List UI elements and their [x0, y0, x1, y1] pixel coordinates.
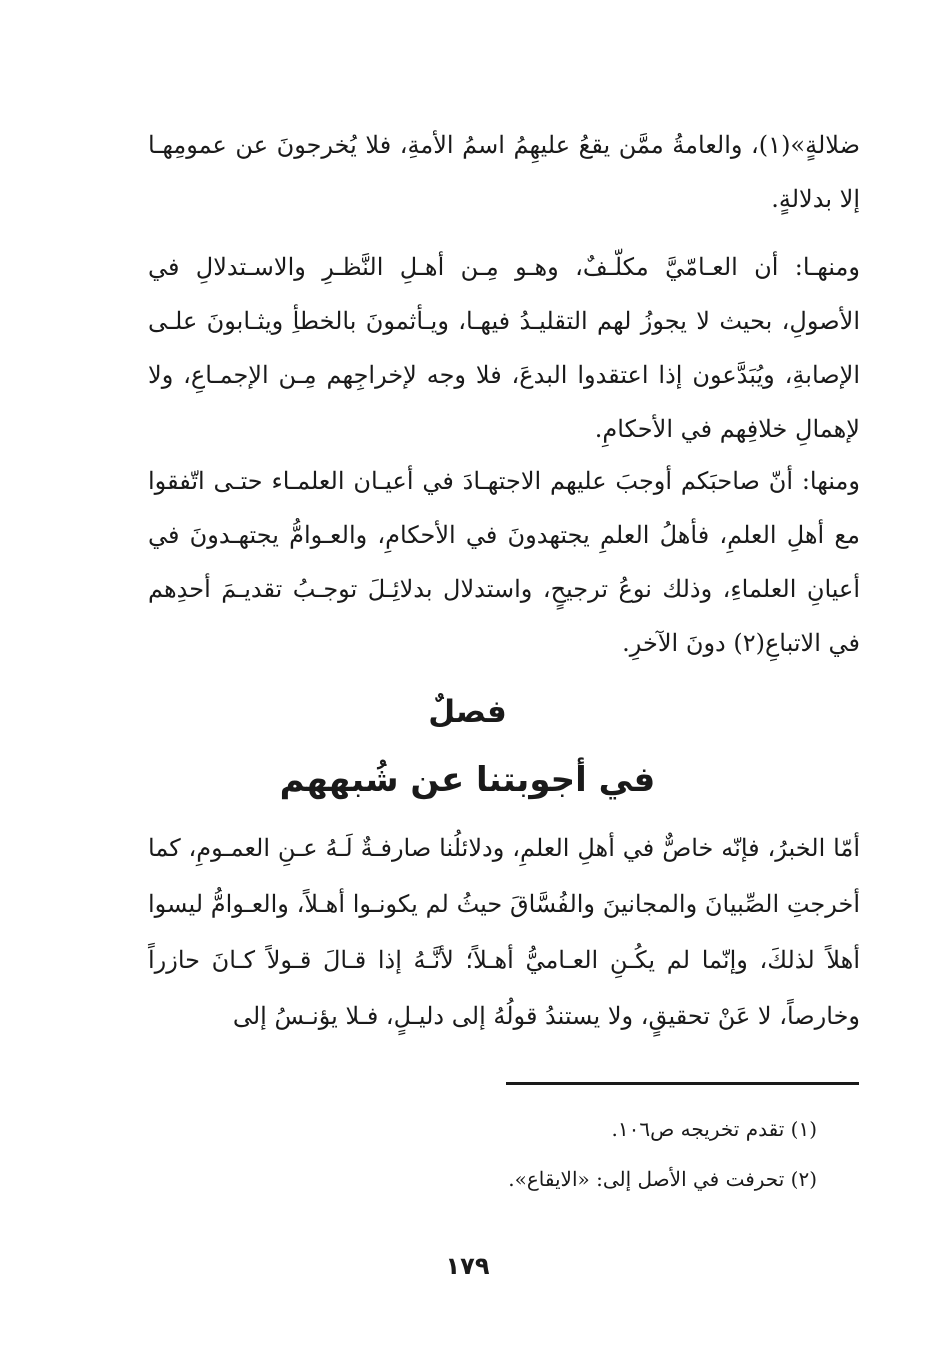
body-paragraph: أمّا الخبرُ، فإنّه خاصٌّ في أهلِ العلمِ، ودلائلُنا صارفـةٌ لَـهُ عـنِ العمـومِ، كما أخرجتِ الصِّبيانَ والمجانينَ والفُسَّاقَ حيثُ لم يكونـوا أهـلاً، والعـوامُّ ليسوا أهلاً لذلكَ، وإنّما لم يكُـنِ العـاميُّ أهـلاً؛ لأنَّـهُ إذا قـالَ قـولاً كـانَ حازراً وخارصاً، لا عَنْ تحقيقٍ، ولا يستندُ قولُهُ إلى دليـلٍ، فـلا يؤنـسُ إلى — [148, 834, 860, 1030]
section-subheading: في أجوبتنا عن شُبههم — [279, 760, 656, 800]
body-paragraph: ومنهـا: أن العـامّيَّ مكلّـفٌ، وهـو مِـن أهـلِ النَّظـرِ والاسـتدلالِ في الأصولِ، بحيث لا يجوزُ لهم التقليـدُ فيهـا، ويـأثمونَ بالخطأِ ويثـابونَ علـى الإصابةِ، ويُبَدَّعون إذا اعتقدوا البدعَ، فلا وجه لإخراجِهم مِـن الإجمـاعِ، ولا لإهمالِ خلافِهم في الأحكامِ. — [148, 253, 860, 443]
footnote-divider — [506, 1082, 859, 1085]
footnote: (١) تقدم تخريجه ص١٠٦. — [611, 1117, 817, 1141]
body-paragraph: ومنها: أنّ صاحبَكم أوجبَ عليهم الاجتهـادَ في أعيـان العلمـاء حتـى اتّفقوا مع أهلِ العلمِ، فأهلُ العلمِ يجتهدونَ في الأحكامِ، والعـوامُّ يجتهـدونَ في أعيانِ العلماءِ، وذلك نوعُ ترجيحٍ، واستدلال بدلائِـلَ توجـبُ تقديـمَ أحدِهم في الاتباعِ(٢) دونَ الآخرِ. — [148, 467, 860, 657]
page-number: ١٧٩ — [445, 1252, 490, 1280]
section-heading: فصلٌ — [428, 694, 507, 730]
body-paragraph: ضلالةٍ»(١)، والعامةُ ممَّن يقعُ عليهِمُ اسمُ الأمةِ، فلا يُخرجونَ عن عمومِهـا إلا بدلالةٍ. — [148, 131, 860, 213]
footnote: (٢) تحرفت في الأصل إلى: «الايقاع». — [508, 1167, 817, 1191]
